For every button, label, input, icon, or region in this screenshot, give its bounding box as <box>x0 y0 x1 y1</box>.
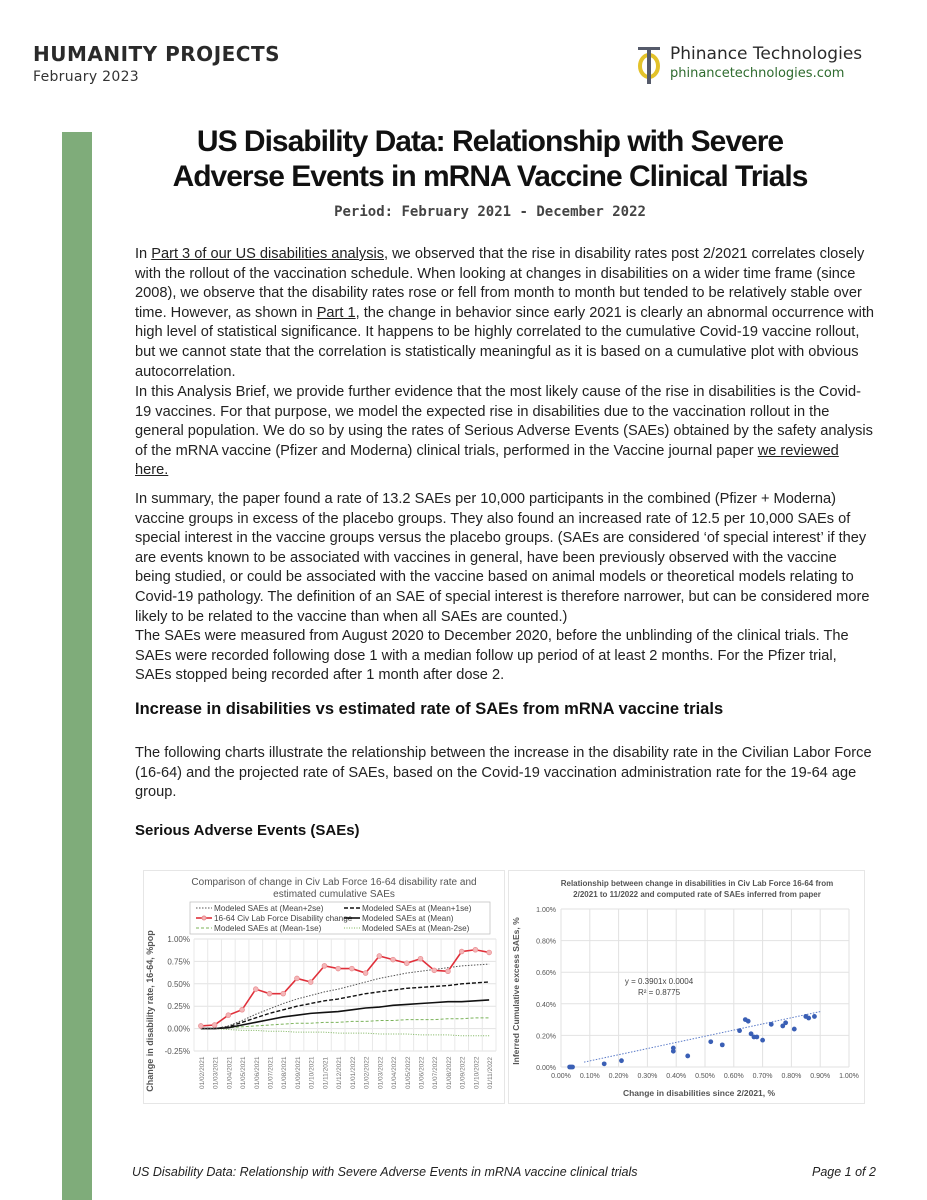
x-tick-label: 01/10/2021 <box>308 1056 316 1089</box>
text: , the change in behavior since early 2021 is clearly an abnormal occurrence with high level of statistical significance. It happens to be highly correlated to the cumulative Covid-19 vaccine rollout, but we cannot state that the correlation is statistically meaningful as it is based on a cumulative plot with obvious autocorrelation. <box>135 304 875 380</box>
trendline-r2: R² = 0.8775 <box>637 988 681 997</box>
x-tick-label: 01/08/2021 <box>281 1056 289 1089</box>
x-tick-label: 01/09/2021 <box>294 1056 302 1089</box>
y-tick-label: 0.25% <box>167 1002 190 1012</box>
phi-logo-icon <box>636 44 662 84</box>
data-point-marker <box>404 961 409 966</box>
legend-entry: Modeled SAEs at (Mean+2se) <box>214 904 324 913</box>
data-point-marker <box>226 1013 231 1018</box>
data-point-marker <box>432 968 437 973</box>
scatter-point <box>685 1054 690 1059</box>
data-point-marker <box>295 976 300 981</box>
x-tick-label: 01/12/2021 <box>336 1056 344 1089</box>
scatter-point <box>708 1039 713 1044</box>
scatter-point <box>602 1061 607 1066</box>
scatter-point <box>720 1042 725 1047</box>
x-tick-label: 0.90% <box>810 1073 831 1080</box>
x-tick-label: 01/04/2021 <box>226 1056 234 1089</box>
x-tick-label: 0.00% <box>551 1073 571 1080</box>
x-tick-label: 1.00% <box>839 1073 859 1080</box>
x-tick-label: 0.80% <box>781 1073 802 1080</box>
legend-entry: Modeled SAEs at (Mean+1se) <box>362 904 472 913</box>
y-tick-label: 0.00% <box>536 1065 556 1072</box>
y-tick-label: 0.60% <box>536 970 556 978</box>
x-tick-label: 0.20% <box>608 1073 629 1080</box>
data-point-marker <box>377 954 382 959</box>
chart-title-line2: 2/2021 to 11/2022 and computed rate of SAEs inferred from paper <box>573 890 821 899</box>
y-tick-label: 0.80% <box>536 938 556 946</box>
x-tick-label: 01/09/2022 <box>459 1056 467 1089</box>
data-point-marker <box>487 950 492 955</box>
chart-title-line1: Comparison of change in Civ Lab Force 16-64 disability rate and <box>191 877 477 888</box>
brand-name: Phinance Technologies <box>670 44 863 64</box>
y-tick-label: 0.00% <box>167 1024 190 1034</box>
legend-entry: Modeled SAEs at (Mean) <box>362 914 454 923</box>
y-tick-label: 0.50% <box>167 979 190 989</box>
scatter-point <box>806 1016 811 1021</box>
brand-logo[interactable] <box>636 44 862 84</box>
paragraph-analysis <box>135 383 875 481</box>
y-axis-label: Inferred Cumulative excess SAEs, % <box>511 917 521 1065</box>
scatter-chart-disability-vs-sae <box>508 870 865 1104</box>
data-point-marker <box>240 1007 245 1012</box>
x-tick-label: 0.60% <box>723 1073 744 1080</box>
x-tick-label: 01/02/2022 <box>363 1056 371 1089</box>
x-tick-label: 01/11/2021 <box>322 1056 330 1089</box>
line-chart-disability-vs-sae <box>143 870 505 1104</box>
paragraph-summary: In summary, the paper found a rate of 13.2 SAEs per 10,000 participants in the combined (Pfizer + Moderna) vaccine groups in excess of the placebo groups. They also found an increased rate of 12.5 per 10,000 SAEs of special interest in the vaccine groups versus the placebo groups. (SAEs are considered ‘of special interest’ if they are events known to be associated with vaccines in general, have been previously observed with the vaccine being studied, or could be associated with the vaccine based on animal models or theoretical models relating to Covid-19 pathology. The definition of an SAE of special interest is therefore narrower, but can be considered more likely to be related to the vaccine than when all SAEs are counted.) <box>135 491 870 625</box>
x-tick-label: 01/07/2021 <box>267 1056 275 1089</box>
chart-title-line1: Relationship between change in disabilities in Civ Lab Force 16-64 from <box>560 879 834 888</box>
data-point-marker <box>253 987 258 992</box>
footer-title: US Disability Data: Relationship with Severe Adverse Events in mRNA vaccine clinical trials <box>132 1165 638 1179</box>
report-header <box>33 42 280 85</box>
data-point-marker <box>418 956 423 961</box>
scatter-point <box>754 1035 759 1040</box>
paragraph-sae-measurement: The SAEs were measured from August 2020 to December 2020, before the unblinding of the clinical trials. The SAEs were recorded following dose 1 with a median follow up period of at least 2 months. For the Pfizer trial, SAEs stopped being recorded after 1 month after dose 2. <box>135 628 849 684</box>
scatter-point <box>783 1020 788 1025</box>
data-point-marker <box>336 966 341 971</box>
x-tick-label: 01/03/2022 <box>377 1056 385 1089</box>
scatter-point <box>792 1027 797 1032</box>
x-tick-label: 0.10% <box>579 1073 600 1080</box>
x-tick-label: 01/07/2022 <box>432 1056 440 1089</box>
y-tick-label: 1.00% <box>536 907 556 914</box>
part1-link[interactable]: Part 1 <box>316 304 356 321</box>
scatter-point <box>746 1019 751 1024</box>
x-tick-label: 01/06/2021 <box>253 1056 261 1089</box>
chart-legend <box>190 902 490 934</box>
data-point-marker <box>212 1023 217 1028</box>
period-subtitle: Period: February 2021 - December 2022 <box>334 204 646 220</box>
y-tick-label: 1.00% <box>167 935 190 944</box>
title-line-1: US Disability Data: Relationship with Severe <box>196 125 784 158</box>
x-tick-label: 01/02/2021 <box>198 1056 206 1089</box>
x-tick-label: 0.30% <box>637 1073 658 1080</box>
y-tick-label: -0.25% <box>164 1047 190 1056</box>
text: , we observed that the rise in disability rates post 2/2021 correlates closely with the rollout of the vaccination schedule. When looking at changes in disabilities on a wider time frame (since 2008), we observe that the disability rates rose or fell from month to month but tended to be relatively stable over time. However, as shown in <box>135 246 865 321</box>
data-point-marker <box>473 947 478 952</box>
x-tick-label: 01/05/2021 <box>240 1056 248 1089</box>
data-point-marker <box>391 957 396 962</box>
scatter-point <box>760 1038 765 1043</box>
legend-entry: Modeled SAEs at (Mean-2se) <box>362 924 470 933</box>
scatter-point <box>769 1022 774 1027</box>
scatter-point <box>570 1065 575 1070</box>
x-tick-label: 01/05/2022 <box>404 1056 412 1089</box>
scatter-point <box>671 1049 676 1054</box>
x-axis-label: Change in disabilities since 2/2021, % <box>622 1088 776 1098</box>
sub-heading: Serious Adverse Events (SAEs) <box>135 822 360 839</box>
trendline-equation: y = 0.3901x 0.0004 <box>624 977 694 986</box>
data-point-marker <box>281 991 286 996</box>
org-name: HUMANITY PROJECTS <box>33 42 281 66</box>
data-point-marker <box>459 949 464 954</box>
data-point-marker <box>198 1024 203 1029</box>
data-point-marker <box>308 980 313 985</box>
trendline <box>584 1012 820 1063</box>
paragraph-intro <box>135 245 875 382</box>
x-tick-label: 01/01/2022 <box>349 1056 357 1089</box>
x-tick-label: 01/06/2022 <box>418 1056 426 1089</box>
scatter-chart-svg <box>509 871 864 1103</box>
x-tick-label: 01/03/2021 <box>212 1056 220 1089</box>
text: In this Analysis Brief, we provide further evidence that the most likely cause of the rise in disabilities is the Covid-19 vaccines. For that purpose, we model the expected rise in disabilities due to the vaccination rollout in the general population. We do so by using the rates of Serious Adverse Events (SAEs) obtained by the safety analysis of the mRNA vaccine (Pfizer and Moderna) clinical trials, performed in the Vaccine journal paper <box>135 384 873 459</box>
chart-title-line2: estimated cumulative SAEs <box>273 889 395 900</box>
x-tick-label: 0.50% <box>695 1073 715 1080</box>
reviewed-here-link[interactable]: we reviewed here. <box>135 442 839 479</box>
data-point-marker <box>322 963 327 968</box>
x-tick-label: 01/04/2022 <box>391 1056 399 1089</box>
data-point-marker <box>349 966 354 971</box>
text: In <box>135 246 152 262</box>
y-tick-label: 0.40% <box>536 1001 556 1009</box>
scatter-point <box>619 1058 624 1063</box>
legend-entry: Modeled SAEs at (Mean-1se) <box>214 924 322 933</box>
y-tick-label: 0.20% <box>536 1033 556 1041</box>
y-tick-label: 0.75% <box>167 957 190 967</box>
report-date: February 2023 <box>33 69 140 85</box>
line-chart-svg <box>144 871 504 1103</box>
x-tick-label: 01/10/2022 <box>473 1056 481 1089</box>
scatter-point <box>812 1014 817 1019</box>
x-tick-label: 0.70% <box>752 1073 773 1080</box>
y-axis-label: Change in disability rate, 16-64, %pop <box>145 930 155 1092</box>
page-number: Page 1 of 2 <box>812 1165 876 1179</box>
data-point-marker <box>267 991 272 996</box>
paragraph-charts-intro: The following charts illustrate the relationship between the increase in the disability rate in the Civilian Labor Force (16-64) and the projected rate of SAEs, based on the Covid-19 vaccination administration rate for the 19-64 age group. <box>135 745 872 801</box>
x-tick-label: 0.40% <box>666 1073 687 1080</box>
page-title <box>120 124 860 194</box>
x-tick-label: 01/08/2022 <box>445 1056 453 1089</box>
data-point-marker <box>363 971 368 976</box>
scatter-point <box>737 1028 742 1033</box>
brand-url-link[interactable]: phinancetechnologies.com <box>670 66 845 81</box>
x-tick-label: 01/11/2022 <box>487 1056 495 1089</box>
title-line-2: Adverse Events in mRNA Vaccine Clinical Trials <box>172 160 808 193</box>
accent-sidebar-bar <box>62 132 92 1200</box>
part3-link[interactable]: Part 3 of our US disabilities analysis <box>151 246 385 262</box>
legend-entry: 16-64 Civ Lab Force Disability change <box>214 914 353 923</box>
section-heading: Increase in disabilities vs estimated rate of SAEs from mRNA vaccine trials <box>135 700 724 718</box>
data-point-marker <box>446 969 451 974</box>
